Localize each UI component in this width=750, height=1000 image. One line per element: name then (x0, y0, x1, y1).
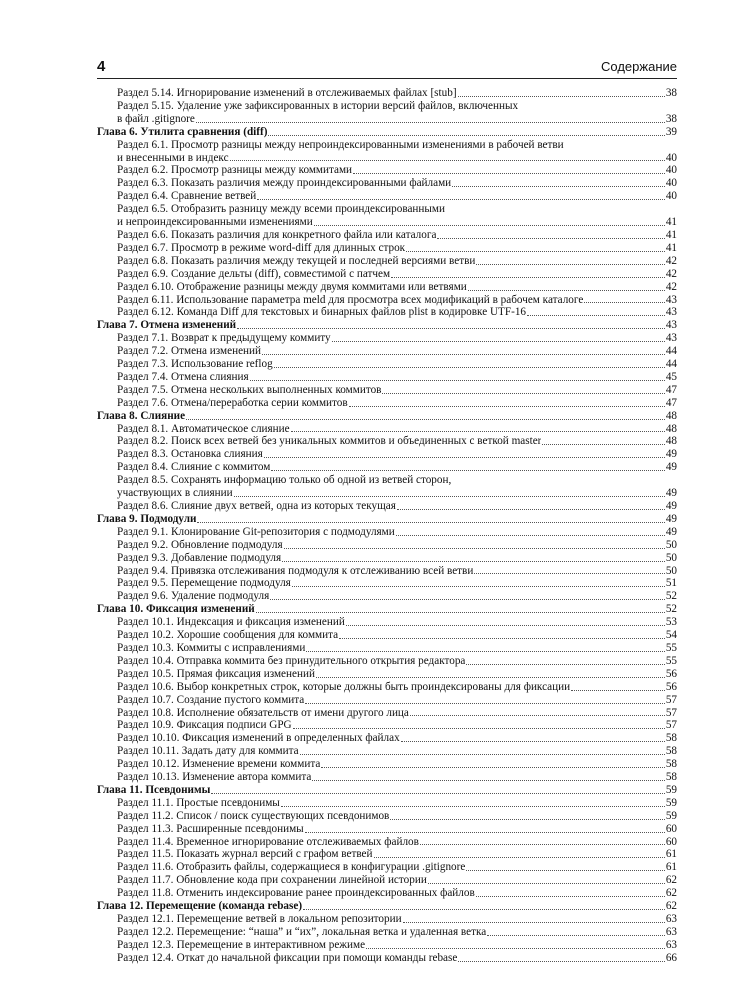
toc-page-number: 50 (665, 564, 677, 577)
toc-section (97, 642, 677, 655)
toc-entry-title: Глава 11. Псевдонимы (97, 783, 211, 796)
toc-entry-title: и внесенными в индекс (117, 151, 229, 164)
toc-section (97, 539, 677, 552)
toc-entry-title: Раздел 9.1. Клонирование Git-репозитория с подмодулями (117, 525, 395, 538)
toc-entry-title: Раздел 5.14. Игнорирование изменений в отслеживаемых файлах [stub] (117, 87, 457, 99)
dot-leader (390, 819, 664, 820)
dot-leader (332, 341, 665, 342)
toc-entry-title: Раздел 10.7. Создание пустого коммита (117, 693, 305, 706)
dot-leader (314, 225, 665, 226)
toc-entry-title: Раздел 12.2. Перемещение: “наша” и “их”, локальная ветка и удаленная ветка (117, 925, 487, 938)
toc-entry-title: Раздел 8.3. Остановка слияния (117, 448, 263, 461)
toc-entry-title: Раздел 7.5. Отмена нескольких выполненных коммитов (117, 383, 382, 396)
toc-entry-title: Раздел 6.12. Команда Diff для текстовых и бинарных файлов plist в кодировке UTF-16 (117, 306, 527, 319)
toc-entry-title: Раздел 11.5. Показать журнал версий с графом ветвей (117, 848, 373, 861)
toc-section (97, 758, 677, 771)
toc-section (97, 229, 677, 242)
dot-leader (353, 173, 665, 174)
dot-leader (401, 741, 665, 742)
dot-leader (584, 302, 665, 303)
toc-section (97, 874, 677, 887)
dot-leader (196, 122, 665, 123)
toc-entry-title: Раздел 7.6. Отмена/переработка серии коммитов (117, 396, 348, 409)
toc-entry-title: Глава 6. Утилита сравнения (diff) (97, 125, 268, 138)
dot-leader (466, 870, 664, 871)
toc-entry-title: участвующих в слиянии (117, 487, 233, 500)
toc-page-number: 40 (665, 151, 677, 164)
toc-section (97, 719, 677, 732)
toc-section (97, 461, 677, 474)
toc-page-number: 48 (665, 422, 677, 435)
toc-page-number: 57 (665, 706, 677, 719)
toc-entry-title: Раздел 11.3. Расширенные псевдонимы (117, 822, 304, 835)
toc-page-number: 45 (665, 370, 677, 383)
dot-leader (406, 251, 665, 252)
toc-entry-title: Раздел 9.4. Привязка отслеживания подмодуля к отслеживанию всей ветви (117, 564, 474, 577)
dot-leader (339, 638, 665, 639)
toc-page-number: 42 (665, 267, 677, 280)
dot-leader (366, 948, 665, 949)
dot-leader (211, 793, 664, 794)
dot-leader (257, 199, 665, 200)
dot-leader (268, 135, 664, 136)
toc-entry-title: Раздел 10.12. Изменение времени коммита (117, 758, 321, 771)
dot-leader (316, 677, 665, 678)
toc-chapter (97, 784, 677, 797)
toc-section (97, 797, 677, 810)
toc-chapter (97, 126, 677, 139)
dot-leader (410, 715, 665, 716)
toc-page-number: 58 (665, 732, 677, 745)
toc-entry-title: Раздел 11.7. Обновление кода при сохранении линейной истории (117, 874, 427, 887)
toc-page-number: 49 (665, 448, 677, 461)
toc-section (97, 306, 677, 319)
dot-leader (476, 264, 664, 265)
toc-entry-title: Раздел 10.3. Коммиты с исправлениями (117, 641, 306, 654)
toc-entry-title: Раздел 7.2. Отмена изменений (117, 345, 261, 358)
toc-section (97, 487, 677, 500)
dot-leader (186, 419, 665, 420)
dot-leader (346, 625, 665, 626)
toc-entry-title: Раздел 9.6. Удаление подмодуля (117, 590, 270, 603)
dot-leader (437, 238, 664, 239)
toc-page-number: 52 (665, 603, 677, 616)
toc-page-number: 60 (665, 822, 677, 835)
toc-chapter (97, 410, 677, 423)
toc-entry-title: Раздел 7.4. Отмена слияния (117, 370, 249, 383)
toc-page-number: 43 (665, 306, 677, 319)
toc-section (97, 810, 677, 823)
toc-page-number: 52 (665, 590, 677, 603)
dot-leader (487, 935, 665, 936)
toc-section (97, 358, 677, 371)
dot-leader (452, 186, 665, 187)
toc-page-number: 57 (665, 719, 677, 732)
dot-leader (397, 509, 665, 510)
toc-entry-title: Глава 8. Слияние (97, 409, 186, 422)
running-title: Содержание (601, 59, 677, 74)
toc-page-number: 42 (665, 280, 677, 293)
toc-entry-title: Раздел 8.6. Слияние двух ветвей, одна из которых текущая (117, 500, 396, 512)
toc-page-number: 56 (665, 667, 677, 680)
dot-leader (527, 315, 665, 316)
toc-page-number: 62 (665, 887, 677, 900)
toc-entry-title: Раздел 10.4. Отправка коммита без принудительного открытия редактора (117, 654, 466, 667)
toc-entry-title: Раздел 6.8. Показать различия между текущей и последней версиями ветви (117, 254, 476, 267)
toc-entry-title: Раздел 9.5. Перемещение подмодуля (117, 577, 291, 590)
toc-page-number: 60 (665, 835, 677, 848)
toc-entry-title: Глава 12. Перемещение (команда rebase) (97, 900, 303, 913)
toc-entry-title: Раздел 7.3. Использование reflog (117, 358, 273, 371)
toc-page-number: 42 (665, 254, 677, 267)
toc-entry-title: Раздел 12.4. Откат до начальной фиксации при помощи команды rebase (117, 951, 458, 964)
toc-section (97, 926, 677, 939)
toc-page-number: 43 (665, 293, 677, 306)
dot-leader (293, 728, 665, 729)
toc-section (97, 745, 677, 758)
toc-entry-title: Раздел 12.1. Перемещение ветвей в локальном репозитории (117, 913, 402, 925)
toc-entry-title: Раздел 10.13. Изменение автора коммита (117, 771, 312, 784)
toc-section (97, 629, 677, 642)
toc-chapter (97, 513, 677, 526)
dot-leader (349, 406, 665, 407)
toc-entry-title: Раздел 12.3. Перемещение в интерактивном режиме (117, 938, 366, 951)
toc-section (97, 345, 677, 358)
toc-page-number: 58 (665, 758, 677, 771)
toc-entry-title: Раздел 10.8. Исполнение обязательств от имени другого лица (117, 706, 409, 719)
toc-entry-title: Глава 9. Подмодули (97, 512, 197, 525)
dot-leader (420, 844, 665, 845)
toc-section (97, 500, 677, 513)
dot-leader (305, 832, 665, 833)
dot-leader (292, 586, 665, 587)
toc-section (97, 655, 677, 668)
toc-section (97, 152, 677, 165)
toc-page-number: 62 (665, 900, 677, 913)
dot-leader (374, 857, 665, 858)
toc-page-number: 63 (665, 913, 677, 925)
toc-entry-title: Глава 10. Фиксация изменений (97, 603, 255, 616)
toc-page-number: 50 (665, 551, 677, 564)
toc-page-number: 40 (665, 190, 677, 203)
toc-page-number: 58 (665, 745, 677, 758)
toc-entry-title: Раздел 8.4. Слияние с коммитом (117, 461, 271, 474)
dot-leader (270, 599, 665, 600)
toc-section (97, 87, 677, 100)
dot-leader (234, 496, 665, 497)
toc-page-number: 41 (665, 216, 677, 229)
dot-leader (428, 883, 665, 884)
toc-section (97, 177, 677, 190)
dot-leader (237, 328, 665, 329)
toc-page-number: 49 (665, 500, 677, 512)
toc-section (97, 113, 677, 126)
toc-section (97, 590, 677, 603)
toc-section (97, 281, 677, 294)
toc-entry-title: Раздел 11.6. Отобразить файлы, содержащиеся в конфигурации .gitignore (117, 861, 466, 874)
toc-entry-title: в файл .gitignore (117, 112, 195, 125)
dot-leader (284, 548, 665, 549)
toc-section (97, 887, 677, 900)
dot-leader (250, 380, 665, 381)
dot-leader (542, 444, 664, 445)
toc-section (97, 268, 677, 281)
toc-section (97, 848, 677, 861)
toc-section (97, 823, 677, 836)
toc-entry-title: Раздел 6.6. Показать различия для конкретного файла или каталога (117, 228, 437, 241)
toc-page-number: 44 (665, 358, 677, 371)
toc-entry-line: Раздел 6.5. Отобразить разницу между всеми проиндексированными (117, 203, 445, 216)
dot-leader (466, 664, 664, 665)
toc-section (97, 216, 677, 229)
toc-section (97, 771, 677, 784)
toc-section (97, 836, 677, 849)
dot-leader (281, 806, 665, 807)
dot-leader (306, 651, 664, 652)
toc-page-number: 61 (665, 848, 677, 861)
dot-leader (303, 909, 665, 910)
toc-section (97, 681, 677, 694)
page-header (97, 58, 677, 79)
toc-page-number: 56 (665, 680, 677, 693)
dot-leader (282, 561, 665, 562)
toc-page-number: 58 (665, 771, 677, 784)
toc-section (97, 577, 677, 590)
toc-page-number: 40 (665, 164, 677, 177)
toc-page-number: 66 (665, 951, 677, 964)
toc-section (97, 526, 677, 539)
dot-leader (264, 457, 665, 458)
toc-entry-title: Раздел 6.11. Использование параметра meld для просмотра всех модификаций в рабочем каталоге (117, 293, 584, 306)
toc-page-number: 53 (665, 616, 677, 629)
dot-leader (230, 160, 665, 161)
toc-page-number: 39 (665, 125, 677, 138)
toc-page-number: 49 (665, 512, 677, 525)
toc-entry-line: Раздел 5.15. Удаление уже зафиксированных в истории версий файлов, включенных (117, 99, 519, 112)
toc-section (97, 552, 677, 565)
toc-page-number: 48 (665, 409, 677, 422)
toc-entry-title: Раздел 9.2. Обновление подмодуля (117, 538, 283, 551)
toc-section (97, 694, 677, 707)
toc-entry-title: Раздел 10.5. Прямая фиксация изменений (117, 667, 315, 680)
dot-leader (391, 277, 665, 278)
dot-leader (305, 703, 665, 704)
toc-page-number: 49 (665, 525, 677, 538)
toc-page-number: 50 (665, 538, 677, 551)
toc-page-number: 49 (665, 487, 677, 500)
dot-leader (197, 522, 664, 523)
toc-section (97, 939, 677, 952)
toc-entry-title: Раздел 10.6. Выбор конкретных строк, которые должны быть проиндексированы для фиксации (117, 680, 571, 693)
toc-chapter (97, 603, 677, 616)
toc-page-number: 62 (665, 874, 677, 887)
toc-page-number: 43 (665, 332, 677, 345)
toc-section (97, 732, 677, 745)
toc-entry-title: Раздел 10.1. Индексация и фиксация изменений (117, 616, 345, 629)
dot-leader (458, 96, 665, 97)
toc-page-number: 57 (665, 693, 677, 706)
dot-leader (474, 573, 664, 574)
toc-entry-title: Раздел 10.10. Фиксация изменений в определенных файлах (117, 732, 400, 745)
toc-page-number: 59 (665, 783, 677, 796)
toc-page-number: 41 (665, 228, 677, 241)
toc-page-number: 40 (665, 177, 677, 190)
toc-entry-title: Раздел 6.9. Создание дельты (diff), совместимой с патчем (117, 267, 391, 280)
dot-leader (571, 690, 665, 691)
toc-page-number: 43 (665, 319, 677, 332)
dot-leader (300, 754, 665, 755)
toc-section (97, 861, 677, 874)
toc-entry-title: Раздел 8.1. Автоматическое слияние (117, 422, 290, 435)
toc-section (97, 332, 677, 345)
toc-entry-title: Раздел 7.1. Возврат к предыдущему коммиту (117, 332, 331, 345)
toc-page-number: 49 (665, 461, 677, 474)
dot-leader (403, 922, 665, 923)
toc-entry-title: Раздел 6.2. Просмотр разницы между коммитами (117, 164, 353, 177)
dot-leader (271, 470, 665, 471)
toc-page-number: 44 (665, 345, 677, 358)
toc-section (97, 242, 677, 255)
toc-section (97, 952, 677, 965)
toc-page-number: 51 (665, 577, 677, 590)
toc-section (97, 707, 677, 720)
toc-page-number: 63 (665, 938, 677, 951)
dot-leader (321, 767, 664, 768)
toc-page-number: 54 (665, 629, 677, 642)
dot-leader (312, 780, 664, 781)
dot-leader (476, 896, 665, 897)
toc-section (97, 190, 677, 203)
toc-entry-title: Раздел 10.9. Фиксация подписи GPG (117, 719, 292, 732)
toc-section (97, 435, 677, 448)
dot-leader (256, 612, 665, 613)
toc-page-number: 38 (665, 87, 677, 99)
dot-leader (382, 393, 664, 394)
toc-page-number: 55 (665, 641, 677, 654)
dot-leader (396, 535, 665, 536)
dot-leader (458, 961, 664, 962)
toc-chapter (97, 319, 677, 332)
dot-leader (262, 354, 665, 355)
table-of-contents (97, 87, 677, 965)
toc-page-number: 59 (665, 809, 677, 822)
toc-section (97, 397, 677, 410)
dot-leader (468, 290, 665, 291)
toc-section (97, 255, 677, 268)
toc-section (97, 668, 677, 681)
toc-entry-title: Раздел 11.2. Список / поиск существующих псевдонимов (117, 809, 390, 822)
toc-section (97, 423, 677, 436)
toc-page-number: 47 (665, 383, 677, 396)
toc-section (97, 371, 677, 384)
toc-section (97, 616, 677, 629)
toc-page-number: 48 (665, 435, 677, 448)
toc-section (97, 565, 677, 578)
toc-page-number: 55 (665, 654, 677, 667)
toc-page-number: 59 (665, 796, 677, 809)
page-number: 4 (97, 58, 106, 75)
toc-section (97, 913, 677, 926)
toc-section (97, 448, 677, 461)
toc-entry-title: Раздел 10.11. Задать дату для коммита (117, 745, 299, 758)
toc-section (97, 164, 677, 177)
toc-entry-title: Раздел 10.2. Хорошие сообщения для коммита (117, 629, 339, 642)
toc-section (97, 294, 677, 307)
toc-entry-line: Раздел 6.1. Просмотр разницы между непроиндексированными изменениями в рабочей ветви (117, 138, 564, 151)
toc-entry-line: Раздел 8.5. Сохранять информацию только об одной из ветвей сторон, (117, 474, 452, 487)
toc-chapter (97, 900, 677, 913)
toc-page-number: 38 (665, 112, 677, 125)
toc-entry-title: Раздел 9.3. Добавление подмодуля (117, 551, 282, 564)
dot-leader (274, 367, 665, 368)
toc-page-number: 63 (665, 925, 677, 938)
toc-entry-title: Раздел 6.3. Показать различия между проиндексированными файлами (117, 177, 452, 190)
toc-entry-title: Раздел 11.8. Отменить индексирование ранее проиндексированных файлов (117, 887, 475, 900)
toc-entry-title: и непроиндексированными изменениями (117, 216, 313, 229)
toc-page-number: 41 (665, 241, 677, 254)
toc-page-number: 61 (665, 861, 677, 874)
toc-entry-title: Раздел 11.1. Простые псевдонимы (117, 796, 280, 809)
dot-leader (291, 431, 665, 432)
toc-page-number: 47 (665, 396, 677, 409)
toc-entry-title: Глава 7. Отмена изменений (97, 319, 237, 332)
toc-entry-title: Раздел 11.4. Временное игнорирование отслеживаемых файлов (117, 835, 419, 848)
toc-entry-title: Раздел 8.2. Поиск всех ветвей без уникальных коммитов и объединенных с веткой master (117, 435, 542, 448)
toc-section (97, 384, 677, 397)
toc-entry-title: Раздел 6.7. Просмотр в режиме word-diff для длинных строк (117, 241, 406, 254)
toc-entry-title: Раздел 6.10. Отображение разницы между двумя коммитами или ветвями (117, 280, 467, 293)
toc-entry-title: Раздел 6.4. Сравнение ветвей (117, 190, 257, 203)
